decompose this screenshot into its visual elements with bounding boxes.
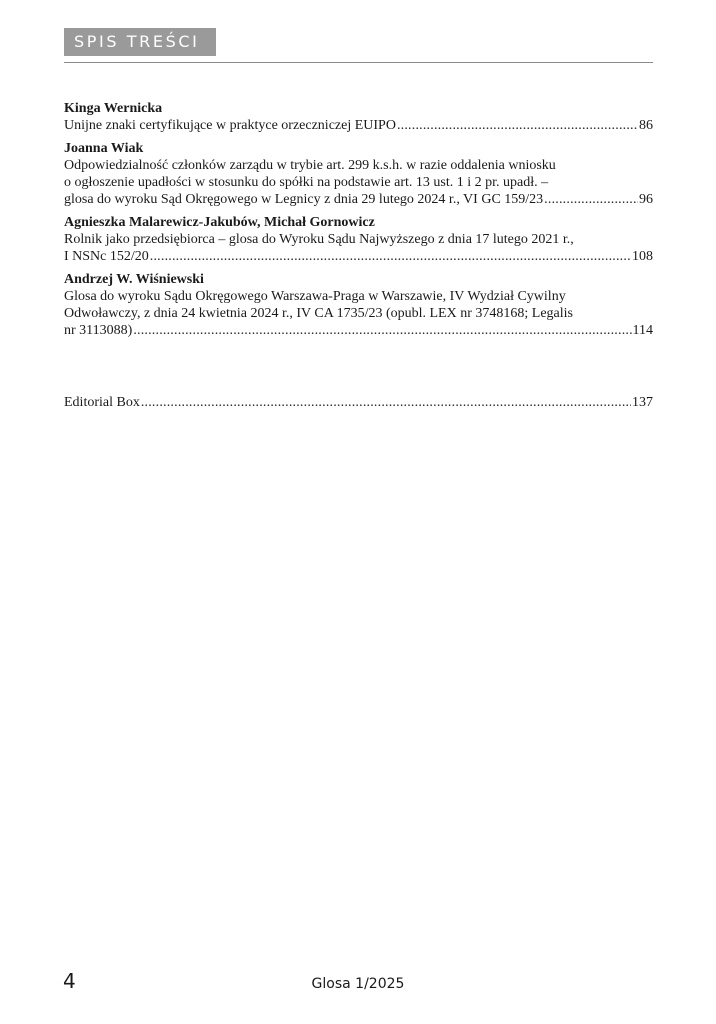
toc-page-number: 108	[632, 249, 653, 264]
toc-entry	[64, 140, 653, 208]
toc-entry	[64, 271, 653, 339]
toc-page-number: 96	[639, 192, 653, 207]
dot-leader	[133, 322, 631, 339]
toc-page-number: 86	[639, 118, 653, 133]
toc-title-line: Glosa do wyroku Sądu Okręgowego Warszawa-Praga w Warszawie, IV Wydział Cywilny	[64, 289, 566, 304]
toc-title-line[interactable]	[64, 117, 653, 134]
toc-entry	[64, 100, 653, 134]
toc-entry	[64, 214, 653, 265]
toc-title-text: Unijne znaki certyfikujące w praktyce orzeczniczej EUIPO	[64, 118, 396, 133]
dot-leader	[544, 191, 638, 208]
toc-author: Kinga Wernicka	[64, 101, 163, 116]
toc-title-text: Editorial Box	[64, 395, 140, 410]
toc-page-number: 114	[632, 323, 653, 338]
toc-title-line: Rolnik jako przedsiębiorca – glosa do Wyroku Sądu Najwyższego z dnia 17 lutego 2021 r.,	[64, 232, 574, 247]
dot-leader	[397, 117, 638, 134]
toc-title-line: Odpowiedzialność członków zarządu w trybie art. 299 k.s.h. w razie oddalenia wniosku	[64, 158, 556, 173]
toc-title-line[interactable]	[64, 394, 653, 411]
toc-title-text: nr 3113088)	[64, 323, 133, 338]
section-header: SPIS TREŚCI	[64, 28, 216, 56]
toc-title-line: Odwoławczy, z dnia 24 kwietnia 2024 r., IV CA 1735/23 (opubl. LEX nr 3748168; Legalis	[64, 306, 573, 321]
journal-issue: Glosa 1/2025	[311, 976, 405, 992]
toc-title-line[interactable]	[64, 322, 653, 339]
header-rule	[64, 62, 653, 63]
toc-author: Andrzej W. Wiśniewski	[64, 272, 204, 287]
toc-page-number: 137	[632, 395, 653, 410]
page-number: 4	[63, 969, 76, 993]
dot-leader	[141, 394, 631, 411]
toc-entry-editorial	[64, 394, 653, 411]
toc-title-line[interactable]	[64, 191, 653, 208]
toc-title-line[interactable]	[64, 248, 653, 265]
toc-title-text: glosa do wyroku Sąd Okręgowego w Legnicy z dnia 29 lutego 2024 r., VI GC 159/23	[64, 192, 544, 207]
toc-title-text: I NSNc 152/20	[64, 249, 149, 264]
toc-author: Agnieszka Malarewicz-Jakubów, Michał Gornowicz	[64, 215, 375, 230]
dot-leader	[150, 248, 631, 265]
table-of-contents	[64, 100, 653, 345]
toc-title-line: o ogłoszenie upadłości w stosunku do spółki na podstawie art. 13 ust. 1 i 2 pr. upadł. –	[64, 175, 549, 190]
toc-author: Joanna Wiak	[64, 141, 144, 156]
